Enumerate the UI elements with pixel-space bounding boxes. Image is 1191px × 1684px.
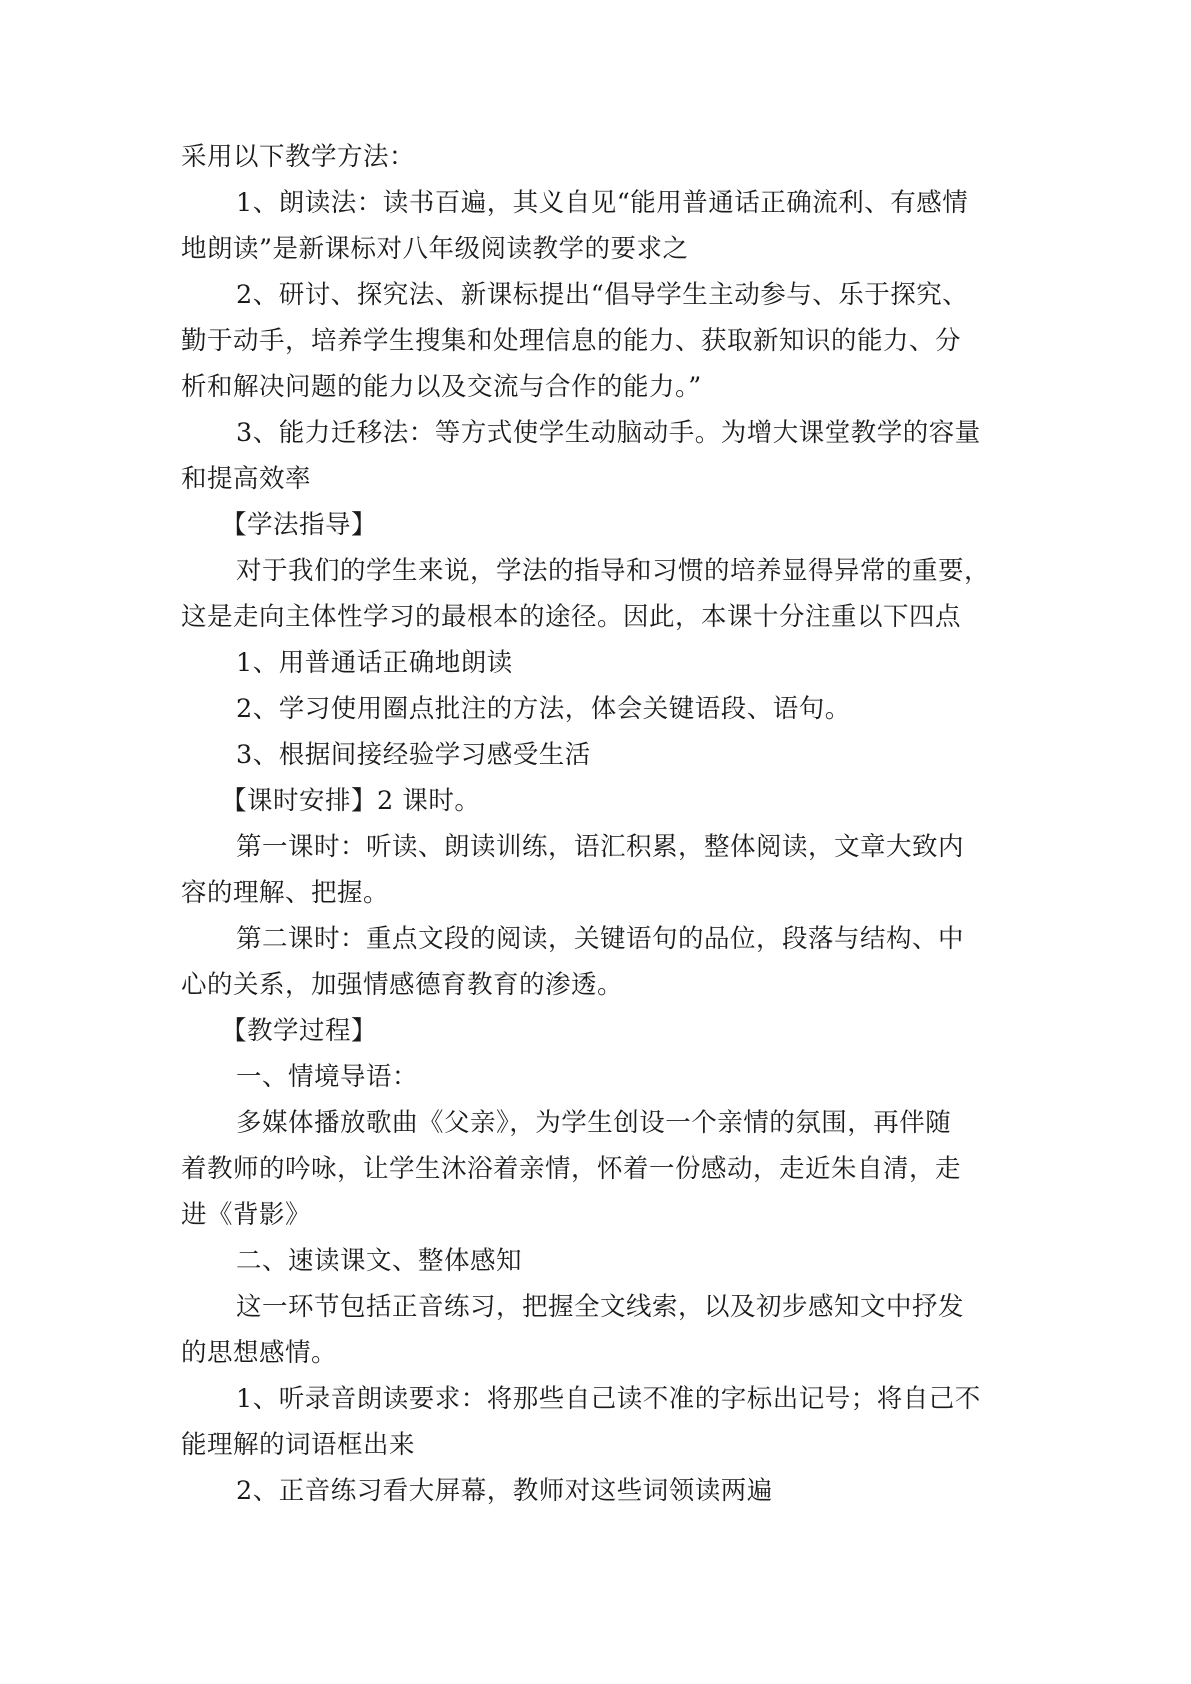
text-line: 的思想感情。 <box>181 1338 338 1368</box>
text-line: 着教师的吟咏，让学生沐浴着亲情，怀着一份感动，走近朱自清，走 <box>181 1154 962 1184</box>
text-line: 二、速读课文、整体感知 <box>236 1246 523 1276</box>
text-line: 对于我们的学生来说，学法的指导和习惯的培养显得异常的重要， <box>236 556 991 586</box>
text-line: 能理解的词语框出来 <box>181 1430 416 1460</box>
text-line: 进《背影》 <box>181 1200 312 1230</box>
text-line: 3、根据间接经验学习感受生活 <box>236 740 591 770</box>
text-line: 第一课时：听读、朗读训练，语汇积累，整体阅读，文章大致内 <box>236 832 965 862</box>
text-line: 第二课时：重点文段的阅读，关键语句的品位，段落与结构、中 <box>236 924 965 954</box>
text-line: 2、学习使用圈点批注的方法，体会关键语段、语句。 <box>236 694 851 724</box>
text-line: 和提高效率 <box>181 464 312 494</box>
text-line: 容的理解、把握。 <box>181 878 390 908</box>
text-line: 勤于动手，培养学生搜集和处理信息的能力、获取新知识的能力、分 <box>181 326 962 356</box>
text-line: 这是走向主体性学习的最根本的途径。因此，本课十分注重以下四点 <box>181 602 962 632</box>
section-heading: 【课时安排】2 课时。 <box>221 786 481 816</box>
text-line: 1、用普通话正确地朗读 <box>236 648 513 678</box>
document-body <box>181 134 1031 1514</box>
text-line: 析和解决问题的能力以及交流与合作的能力。” <box>181 372 702 402</box>
text-line: 地朗读”是新课标对八年级阅读教学的要求之 <box>181 234 689 264</box>
text-line: 这一环节包括正音练习，把握全文线索，以及初步感知文中抒发 <box>236 1292 965 1322</box>
text-line: 一、情境导语： <box>236 1062 419 1092</box>
text-line: 1、朗读法：读书百遍，其义自见“能用普通话正确流利、有感情 <box>236 188 969 218</box>
section-heading: 【学法指导】 <box>221 510 378 540</box>
text-line: 心的关系，加强情感德育教育的渗透。 <box>181 970 624 1000</box>
text-line: 2、研讨、探究法、新课标提出“倡导学生主动参与、乐于探究、 <box>236 280 969 310</box>
text-line: 2、正音练习看大屏幕，教师对这些词领读两遍 <box>236 1476 773 1506</box>
section-heading: 【教学过程】 <box>221 1016 378 1046</box>
text-line: 多媒体播放歌曲《父亲》，为学生创设一个亲情的氛围，再伴随 <box>236 1108 952 1138</box>
text-line: 3、能力迁移法：等方式使学生动脑动手。为增大课堂教学的容量 <box>236 418 981 448</box>
text-line: 1、听录音朗读要求：将那些自己读不准的字标出记号；将自己不 <box>236 1384 981 1414</box>
text-line: 采用以下教学方法： <box>181 142 416 172</box>
